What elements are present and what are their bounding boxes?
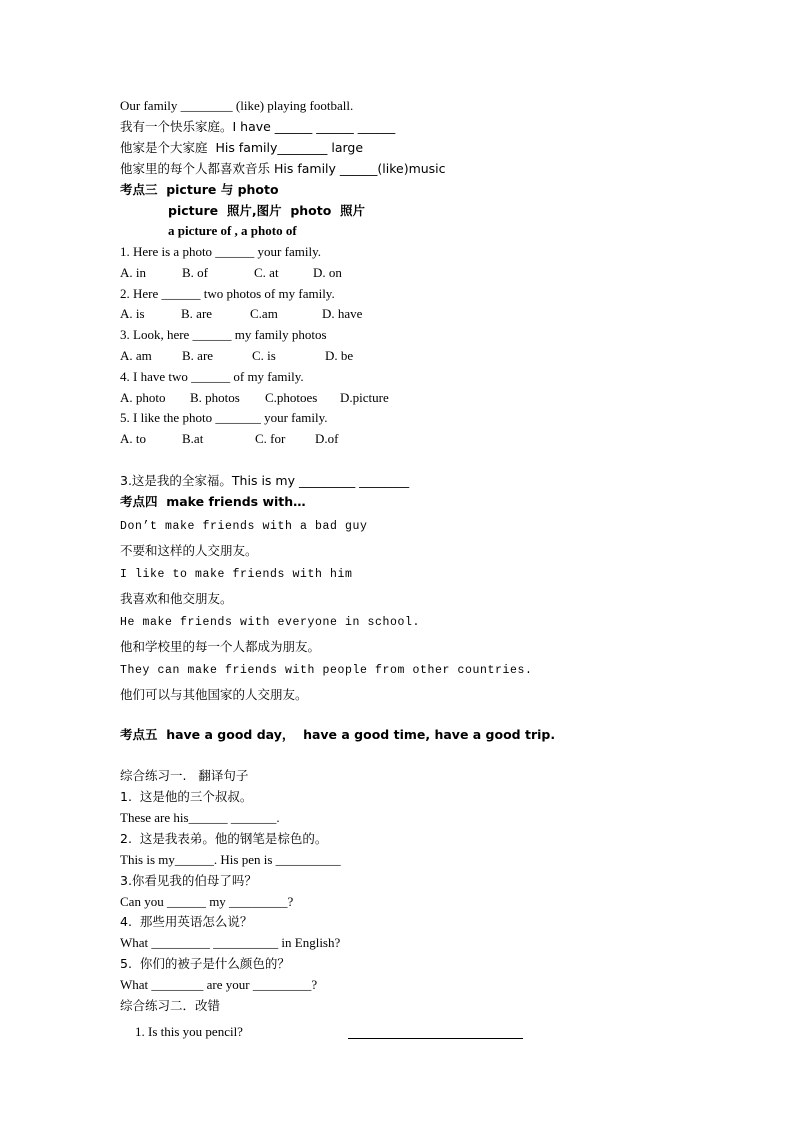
option: A. is [120, 306, 145, 321]
option: C.photoes [265, 390, 318, 405]
option: C. for [255, 431, 286, 446]
question: 5. I like the photo _______ your family. [120, 410, 328, 425]
exercise-heading: 综合练习一. 翻译句子 [120, 768, 249, 783]
text-line: 他家里的每个人都喜欢音乐 His family ______(like)music [120, 161, 446, 176]
exercise-item: 4. 那些用英语怎么说？ [120, 914, 253, 929]
option: C.am [250, 306, 278, 321]
option: B. are [181, 306, 213, 321]
example-sentence: He make friends with everyone in school. [120, 616, 421, 629]
section-heading: 考点三 picture 与 photo [120, 182, 279, 197]
translation-line: 他们可以与其他国家的人交朋友。 [120, 687, 308, 702]
option: B. photos [190, 390, 240, 405]
option: A. photo [120, 390, 166, 405]
question: 3. Look, here ______ my family photos [120, 327, 327, 342]
correction-item: 1. Is this you pencil? [135, 1024, 243, 1039]
option: A. am [120, 348, 152, 363]
exercise-answer-line: What _________ __________ in English? [120, 935, 341, 950]
option: C. is [252, 348, 276, 363]
exercise-item: 1. 这是他的三个叔叔。 [120, 789, 253, 804]
question: 1. Here is a photo ______ your family. [120, 244, 321, 259]
answer-blank [348, 1038, 523, 1039]
section-heading: 考点五 have a good day， have a good time, have a good trip. [120, 727, 556, 742]
text-line: picture 照片,图片 photo 照片 [168, 203, 366, 218]
example-sentence: I like to make friends with him [120, 568, 353, 581]
exercise-answer-line: These are his______ _______. [120, 810, 280, 825]
translation-line: 不要和这样的人交朋友。 [120, 543, 258, 558]
section-heading: 考点四 make friends with… [120, 494, 306, 509]
option: D. be [325, 348, 354, 363]
option: B. are [182, 348, 214, 363]
text-line: 3.这是我的全家福。This is my _________ ________ [120, 473, 410, 488]
exercise-answer-line: Can you ______ my _________? [120, 894, 294, 909]
option: D.picture [340, 390, 389, 405]
option: A. in [120, 265, 146, 280]
question: 2. Here ______ two photos of my family. [120, 286, 335, 301]
option: D.of [315, 431, 339, 446]
text-line: 他家是个大家庭 His family________ large [120, 140, 364, 155]
exercise-answer-line: What ________ are your _________? [120, 977, 318, 992]
option: D. on [313, 265, 342, 280]
option: A. to [120, 431, 146, 446]
example-sentence: They can make friends with people from other countries. [120, 664, 533, 677]
translation-line: 他和学校里的每一个人都成为朋友。 [120, 639, 321, 654]
option: D. have [322, 306, 363, 321]
translation-line: 我喜欢和他交朋友。 [120, 591, 233, 606]
option: B.at [182, 431, 204, 446]
exercise-heading: 综合练习二．改错 [120, 998, 221, 1013]
text-line: Our family ________ (like) playing football. [120, 98, 354, 113]
exercise-item: 5. 你们的被子是什么颜色的？ [120, 956, 290, 971]
question: 4. I have two ______ of my family. [120, 369, 304, 384]
option: C. at [254, 265, 279, 280]
exercise-item: 3.你看见我的伯母了吗？ [120, 873, 257, 888]
example-sentence: Don’t make friends with a bad guy [120, 520, 368, 533]
text-line: a picture of , a photo of [168, 223, 297, 238]
exercise-item: 2. 这是我表弟。他的钢笔是棕色的。 [120, 831, 328, 846]
text-line: 我有一个快乐家庭。I have ______ ______ ______ [120, 119, 396, 134]
option: B. of [182, 265, 208, 280]
exercise-answer-line: This is my______. His pen is __________ [120, 852, 341, 867]
